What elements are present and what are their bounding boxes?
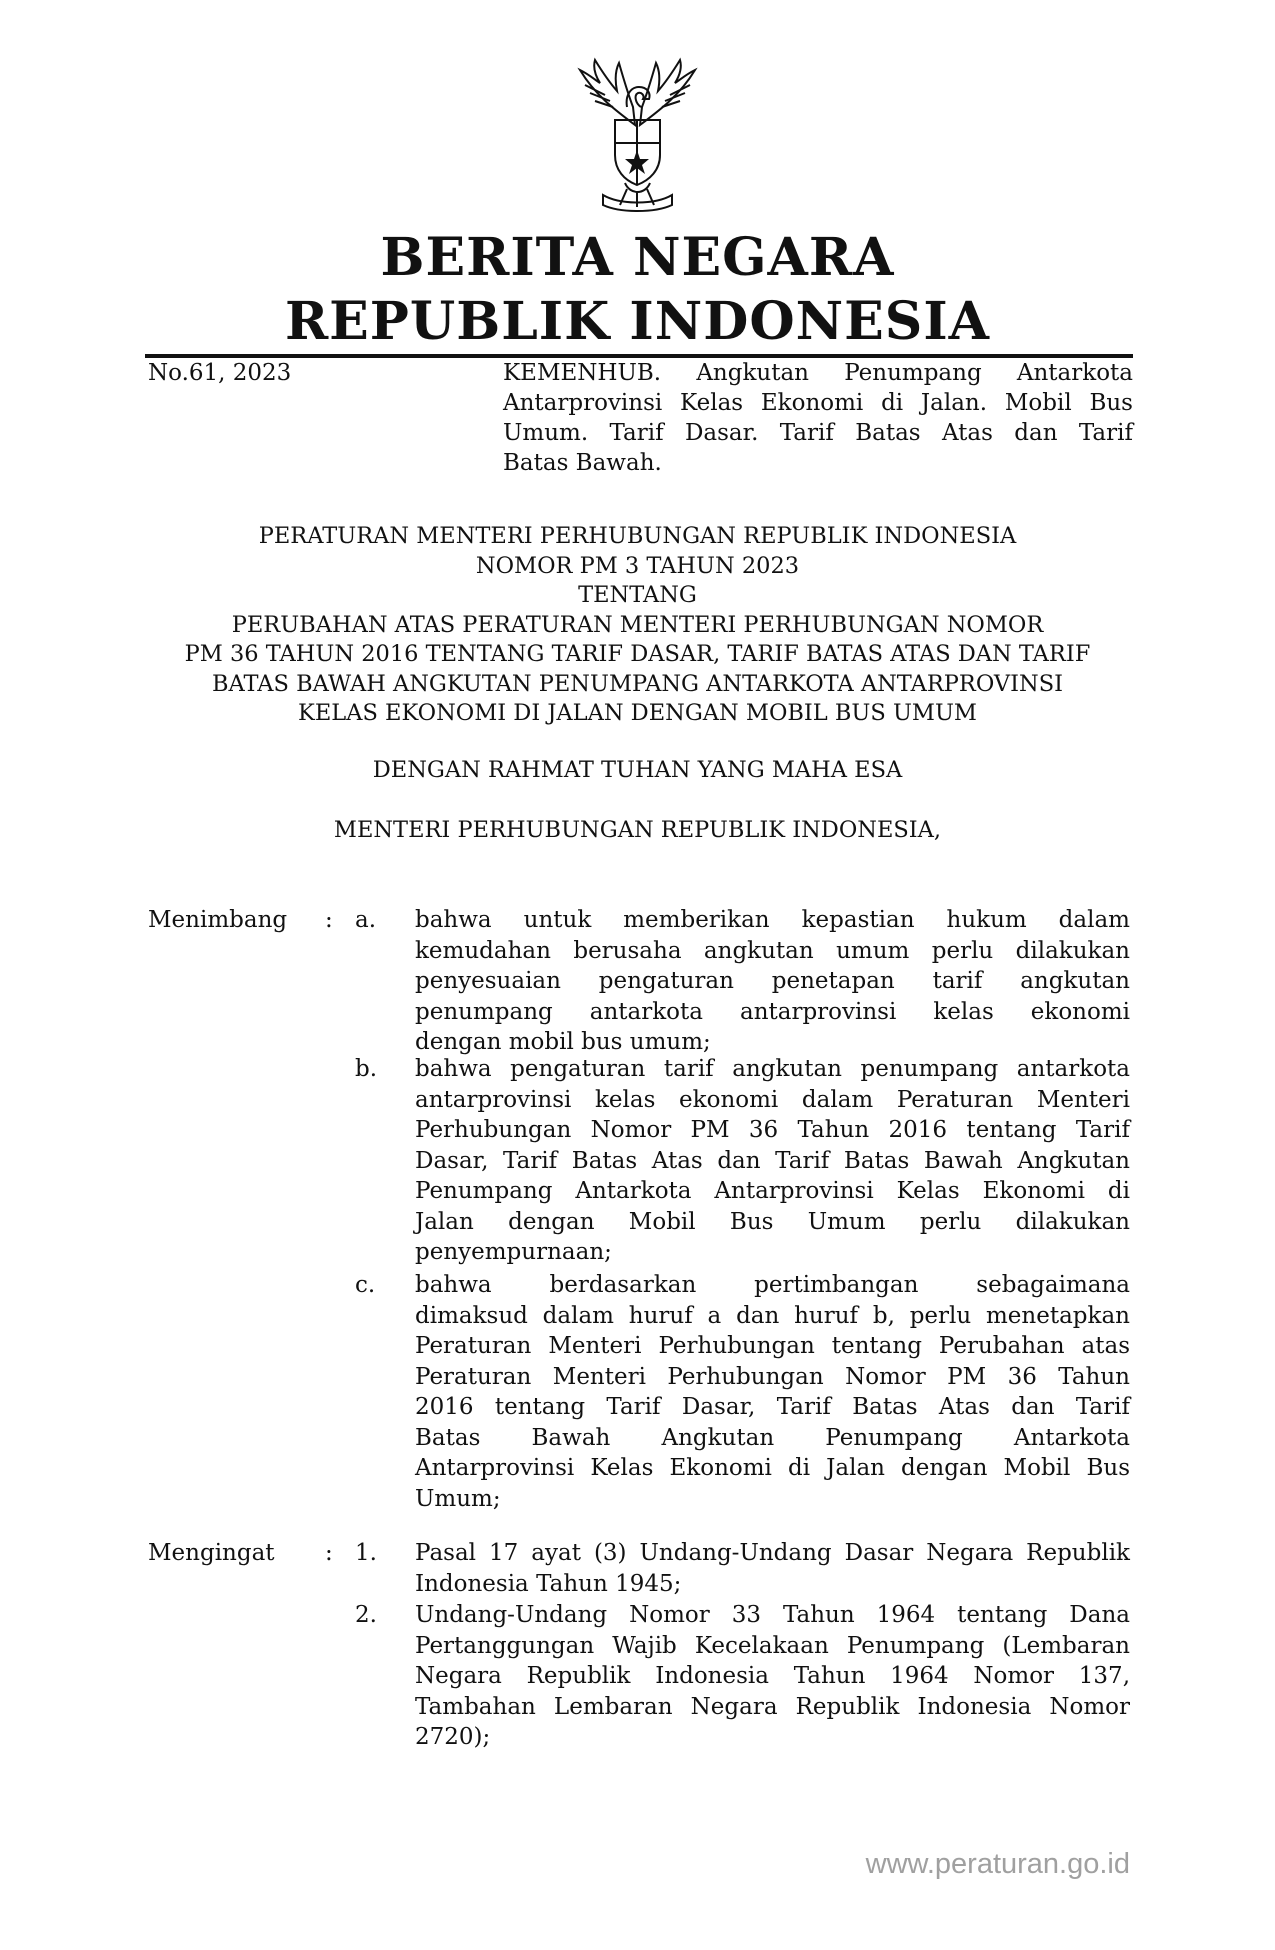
- item-line: antarprovinsi kelas ekonomi dalam Peraturan Menteri: [415, 1086, 1130, 1113]
- item-marker: 2.: [355, 1602, 377, 1628]
- regulation-line: BATAS BAWAH ANGKUTAN PENUMPANG ANTARKOTA ANTARPROVINSI: [211, 670, 1064, 697]
- item-line: kemudahan berusaha angkutan umum perlu dilakukan: [415, 937, 1130, 964]
- item-line: penumpang antarkota antarprovinsi kelas ekonomi: [415, 998, 1130, 1025]
- mengingat-item-1: [415, 1538, 1130, 1599]
- item-line: Tambahan Lembaran Negara Republik Indonesia Nomor: [415, 1693, 1130, 1720]
- garuda-emblem-icon: [555, 55, 720, 220]
- blessing-line: DENGAN RAHMAT TUHAN YANG MAHA ESA: [372, 757, 903, 783]
- item-line: Dasar, Tarif Batas Atas dan Tarif Batas Bawah Angkutan: [415, 1147, 1130, 1174]
- mengingat-item-2: [415, 1600, 1130, 1753]
- item-line: Jalan dengan Mobil Bus Umum perlu dilakukan: [415, 1208, 1130, 1235]
- item-line: bahwa untuk memberikan kepastian hukum dalam: [415, 907, 1130, 933]
- gazette-number: No.61, 2023: [148, 360, 292, 386]
- item-line: bahwa pengaturan tarif angkutan penumpang antarkota: [415, 1056, 1130, 1082]
- summary-line: Umum. Tarif Dasar. Tarif Batas Atas dan Tarif: [503, 420, 1133, 446]
- item-line: Negara Republik Indonesia Tahun 1964 Nomor 137,: [415, 1663, 1130, 1689]
- footer-website-link[interactable]: www.peraturan.go.id: [865, 1848, 1130, 1880]
- menimbang-item-a: [415, 905, 1130, 1058]
- gazette-title: BERITA NEGARA: [380, 227, 895, 288]
- regulation-line: PERATURAN MENTERI PERHUBUNGAN REPUBLIK INDONESIA: [258, 523, 1017, 549]
- item-line: Peraturan Menteri Perhubungan Nomor PM 36 Tahun: [415, 1363, 1130, 1390]
- item-line: Batas Bawah Angkutan Penumpang Antarkota: [415, 1424, 1130, 1451]
- regulation-line: PERUBAHAN ATAS PERATURAN MENTERI PERHUBUNGAN NOMOR: [231, 611, 1044, 638]
- item-line: Penumpang Antarkota Antarprovinsi Kelas Ekonomi di: [415, 1178, 1130, 1204]
- menimbang-item-c: [415, 1270, 1130, 1514]
- summary-line: Batas Bawah.: [503, 450, 662, 476]
- item-line: dengan mobil bus umum;: [415, 1029, 711, 1055]
- item-line: Pertanggungan Wajib Kecelakaan Penumpang (Lembaran: [415, 1632, 1130, 1659]
- item-line: Antarprovinsi Kelas Ekonomi di Jalan dengan Mobil Bus: [415, 1455, 1130, 1481]
- item-line: bahwa berdasarkan pertimbangan sebagaimana: [415, 1272, 1130, 1298]
- item-marker: c.: [355, 1272, 376, 1298]
- item-line: Indonesia Tahun 1945;: [415, 1570, 682, 1597]
- item-line: 2016 tentang Tarif Dasar, Tarif Batas Atas dan Tarif: [415, 1394, 1130, 1420]
- regulation-line: KELAS EKONOMI DI JALAN DENGAN MOBIL BUS UMUM: [298, 700, 977, 726]
- item-marker: b.: [355, 1056, 378, 1082]
- minister-line: MENTERI PERHUBUNGAN REPUBLIK INDONESIA,: [333, 817, 942, 843]
- menimbang-item-b: [415, 1054, 1130, 1268]
- item-marker: a.: [355, 907, 377, 933]
- regulation-line: PM 36 TAHUN 2016 TENTANG TARIF DASAR, TARIF BATAS ATAS DAN TARIF: [184, 641, 1091, 667]
- mengingat-label: Mengingat: [148, 1540, 275, 1566]
- gazette-summary: [503, 358, 1133, 478]
- item-line: Peraturan Menteri Perhubungan tentang Perubahan atas: [415, 1333, 1130, 1359]
- regulation-heading: [145, 522, 1130, 729]
- item-line: Perhubungan Nomor PM 36 Tahun 2016 tentang Tarif: [415, 1117, 1130, 1143]
- item-line: Umum;: [415, 1485, 501, 1512]
- regulation-line: NOMOR PM 3 TAHUN 2023: [475, 552, 800, 579]
- item-line: penyempurnaan;: [415, 1239, 612, 1265]
- menimbang-colon: :: [325, 907, 333, 933]
- item-line: 2720);: [415, 1724, 491, 1750]
- item-line: dimaksud dalam huruf a dan huruf b, perlu menetapkan: [415, 1302, 1130, 1329]
- item-marker: 1.: [355, 1540, 377, 1566]
- summary-line: Antarprovinsi Kelas Ekonomi di Jalan. Mobil Bus: [503, 390, 1133, 416]
- item-line: penyesuaian pengaturan penetapan tarif angkutan: [415, 968, 1130, 994]
- item-line: Undang-Undang Nomor 33 Tahun 1964 tentang Dana: [415, 1602, 1130, 1628]
- item-line: Pasal 17 ayat (3) Undang-Undang Dasar Negara Republik: [415, 1540, 1130, 1566]
- menimbang-label: Menimbang: [148, 907, 288, 933]
- mengingat-colon: :: [325, 1540, 333, 1566]
- summary-line: KEMENHUB. Angkutan Penumpang Antarkota: [503, 360, 1133, 386]
- regulation-line: TENTANG: [578, 582, 697, 608]
- gazette-subtitle: REPUBLIK INDONESIA: [284, 291, 991, 352]
